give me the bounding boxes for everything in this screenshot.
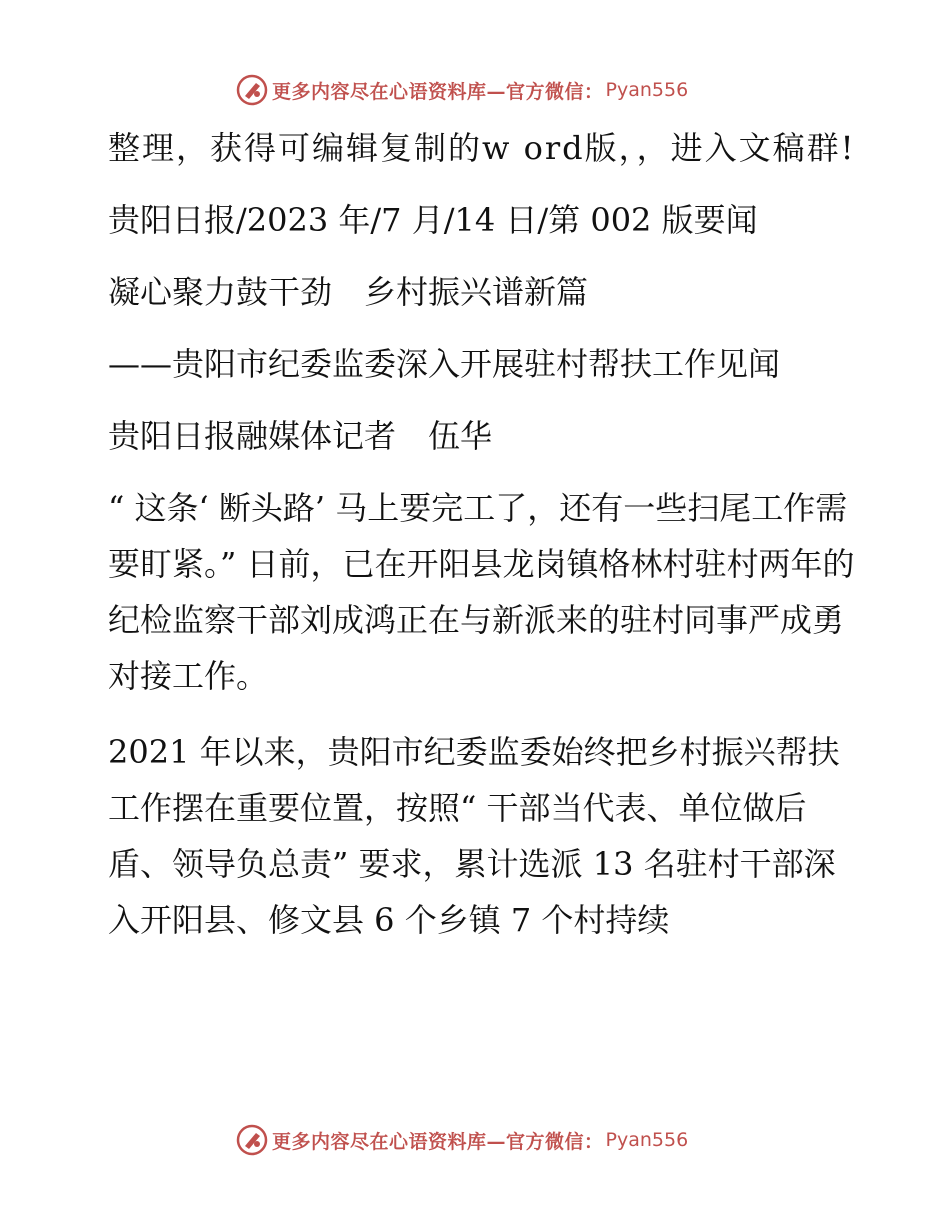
header-watermark	[236, 73, 688, 107]
logo-icon	[236, 1124, 268, 1156]
body-paragraph-1: “ 这条‘ 断头路’ 马上要完工了，还有一些扫尾工作需要盯紧。” 日前，已在开阳县龙岗镇格林村驻村两年的纪检监察干部刘成鸿正在与新派来的驻村同事严成勇对接工作。	[108, 489, 855, 695]
footer-watermark	[236, 1123, 688, 1157]
subheadline: ——贵阳市纪委监委深入开展驻村帮扶工作见闻	[108, 345, 781, 383]
byline: 贵阳日报融媒体记者 伍华	[108, 417, 493, 455]
logo-icon	[236, 74, 268, 106]
watermark-text: 更多内容尽在心语资料库—官方微信：	[272, 1130, 604, 1153]
document-body	[98, 120, 858, 948]
dateline: 贵阳日报/2023 年/7 月/14 日/第 002 版要闻	[108, 201, 758, 239]
watermark-id: Pyan556	[605, 1129, 689, 1151]
watermark-text: 更多内容尽在心语资料库—官方微信：	[272, 80, 604, 103]
watermark-id: Pyan556	[605, 79, 689, 101]
body-paragraph-2: 2021 年以来，贵阳市纪委监委始终把乡村振兴帮扶工作摆在重要位置，按照“ 干部当代表、单位做后盾、领导负总责” 要求，累计选派 13 名驻村干部深入开阳县、修文县 6 个乡镇 7 个村持续	[108, 733, 840, 939]
headline: 凝心聚力鼓干劲 乡村振兴谱新篇	[108, 273, 589, 311]
intro-paragraph: 整理，获得可编辑复制的w ord版，，进入文稿群!	[108, 129, 856, 167]
